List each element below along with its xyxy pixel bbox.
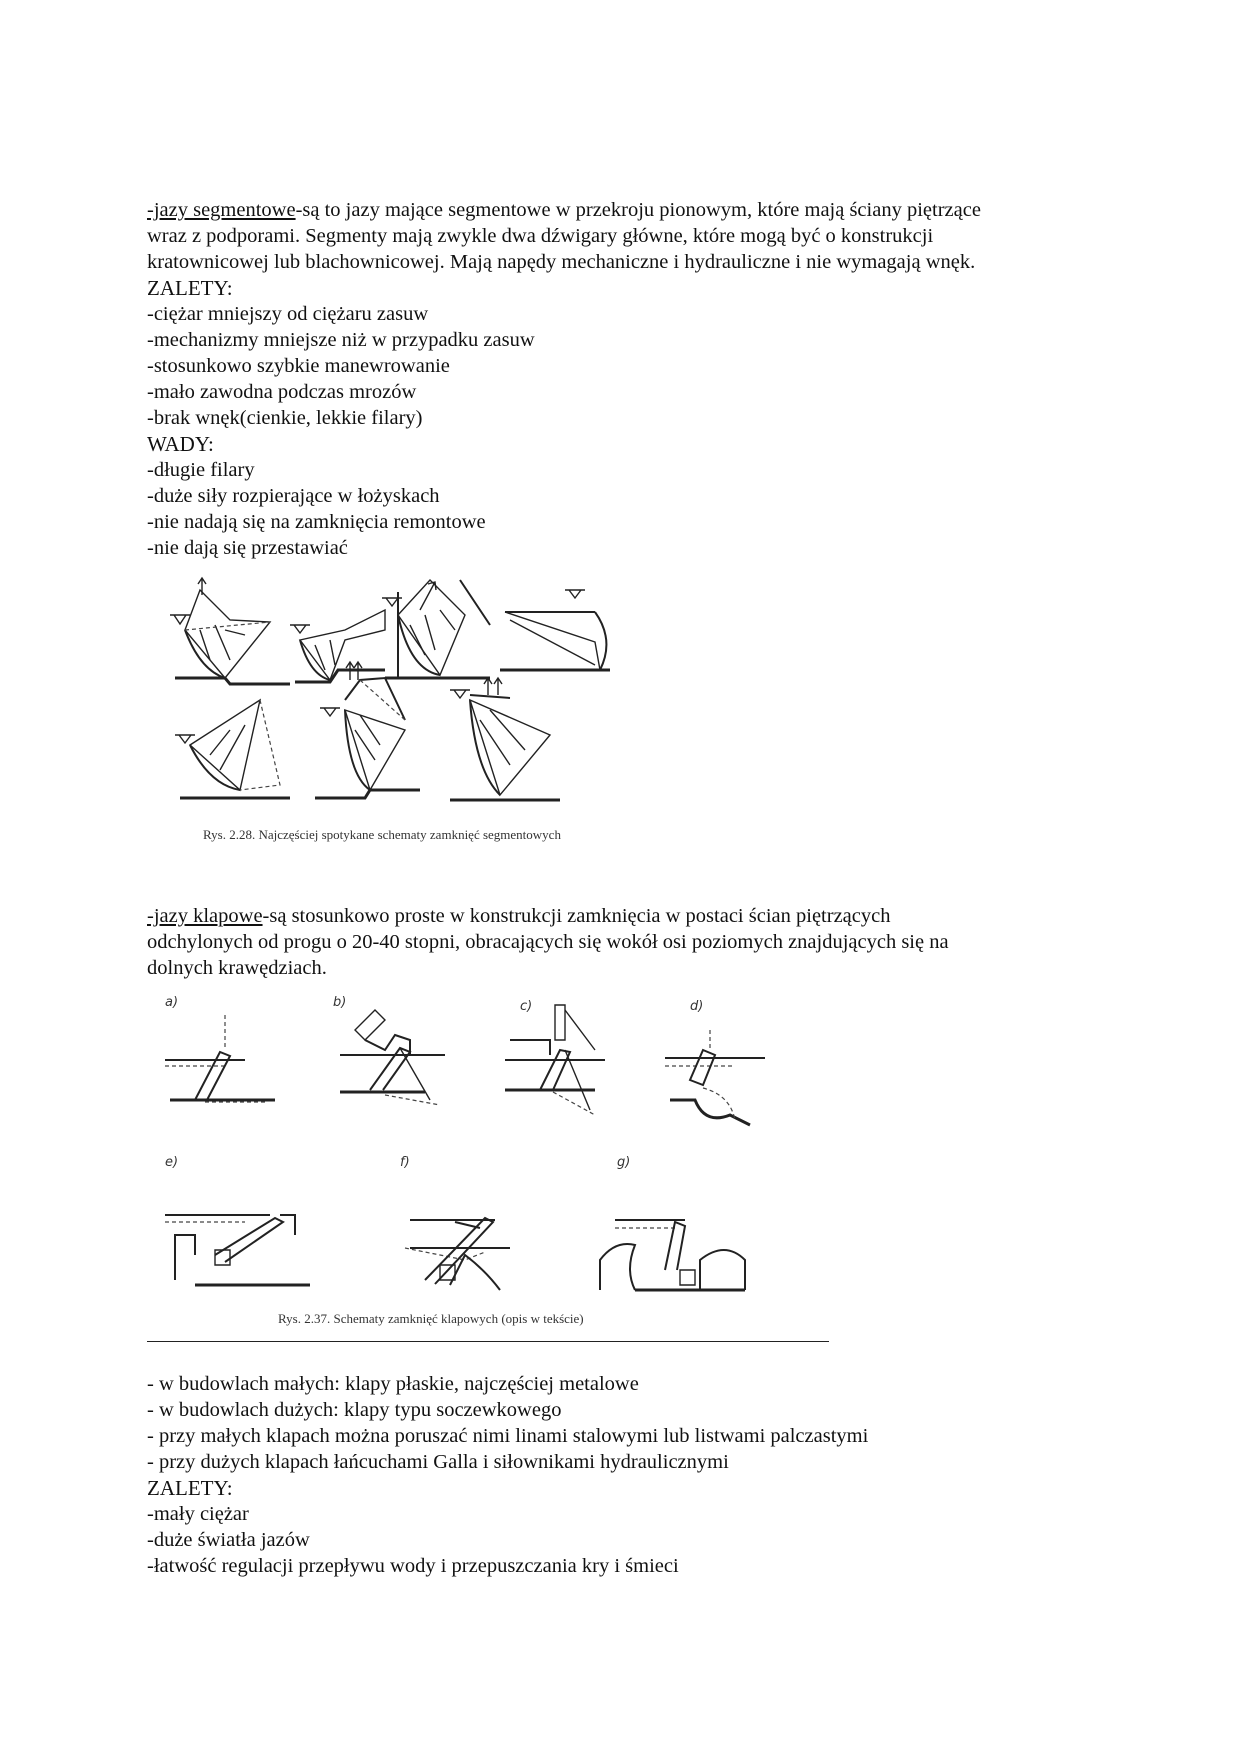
- figure-label: d): [690, 999, 704, 1014]
- list-item: -mechanizmy mniejsze niż w przypadku zasuw: [147, 329, 535, 351]
- section-flap-weirs: [147, 903, 1147, 981]
- flap-diagram-d: [665, 1030, 765, 1125]
- list-item: - w budowlach małych: klapy płaskie, najczęściej metalowe: [147, 1373, 639, 1395]
- list-item: -duże światła jazów: [147, 1529, 310, 1551]
- section-title: -jazy segmentowe: [147, 199, 296, 221]
- figure-label: f): [400, 1155, 410, 1170]
- intro-line: [147, 903, 1147, 929]
- list-item: - w budowlach dużych: klapy typu soczewkowego: [147, 1399, 562, 1421]
- segment-diagram-1: [170, 578, 290, 684]
- body-line: odchylonych od progu o 20-40 stopni, obracających się wokół osi poziomych znajdujących się na: [147, 931, 949, 953]
- list-item: -nie dają się przestawiać: [147, 537, 348, 559]
- figure-caption: Rys. 2.37. Schematy zamknięć klapowych (opis w tekście): [278, 1311, 584, 1326]
- flap-diagram-c: [505, 1005, 605, 1115]
- cons-heading: WADY:: [147, 432, 214, 456]
- body-line: wraz z podporami. Segmenty mają zwykle dwa dźwigary główne, które mogą być o konstrukcji: [147, 225, 934, 247]
- segment-diagram-2: [290, 610, 385, 682]
- segment-diagram-4: [500, 590, 610, 670]
- list-item: -stosunkowo szybkie manewrowanie: [147, 355, 450, 377]
- list-item: -mały ciężar: [147, 1503, 249, 1525]
- figure-label: a): [165, 995, 179, 1010]
- flap-diagram-g: [600, 1220, 745, 1290]
- figure-label: c): [520, 999, 533, 1014]
- segment-diagram-5: [175, 700, 290, 798]
- list-item: -mało zawodna podczas mrozów: [147, 381, 417, 403]
- segment-diagram-3: [382, 580, 490, 678]
- flap-gates-figure: [155, 990, 835, 1310]
- body-line: kratownicowej lub blachownicowej. Mają napędy mechaniczne i hydrauliczne i nie wymagają wnęk.: [147, 251, 976, 273]
- section-title: -jazy klapowe: [147, 905, 263, 927]
- list-item: - przy małych klapach można poruszać nimi linami stalowymi lub listwami palczastymi: [147, 1425, 869, 1447]
- list-item: - przy dużych klapach łańcuchami Galla i siłownikami hydraulicznymi: [147, 1451, 729, 1473]
- list-item: -ciężar mniejszy od ciężaru zasuw: [147, 303, 429, 325]
- section-segment-weirs: [147, 197, 1147, 561]
- segment-diagram-7: [450, 678, 560, 800]
- intro-text: -są stosunkowo proste w konstrukcji zamknięcia w postaci ścian piętrzących: [262, 905, 891, 927]
- figure-caption: Rys. 2.28. Najczęściej spotykane schematy zamknięć segmentowych: [203, 827, 561, 842]
- figure-label: g): [617, 1155, 631, 1170]
- flap-diagram-e: [165, 1215, 310, 1285]
- flap-diagram-f: [405, 1218, 510, 1290]
- segment-gates-figure: [170, 570, 690, 820]
- list-item: -brak wnęk(cienkie, lekkie filary): [147, 407, 423, 429]
- list-item: -łatwość regulacji przepływu wody i przepuszczania kry i śmieci: [147, 1555, 679, 1577]
- divider: [147, 1341, 829, 1342]
- figure-label: e): [165, 1155, 179, 1170]
- list-item: -duże siły rozpierające w łożyskach: [147, 485, 440, 507]
- body-line: dolnych krawędziach.: [147, 957, 327, 979]
- intro-text: -są to jazy mające segmentowe w przekroju pionowym, które mają ściany piętrzące: [295, 199, 981, 221]
- list-item: -długie filary: [147, 459, 255, 481]
- pros-heading: ZALETY:: [147, 276, 233, 300]
- list-item: -nie nadają się na zamknięcia remontowe: [147, 511, 486, 533]
- figure-label: b): [333, 995, 347, 1010]
- pros-heading: ZALETY:: [147, 1476, 233, 1500]
- flap-diagram-b: [340, 1010, 445, 1105]
- intro-line: [147, 197, 1147, 223]
- flap-diagram-a: [165, 1015, 275, 1102]
- section-flap-details: [147, 1371, 1147, 1579]
